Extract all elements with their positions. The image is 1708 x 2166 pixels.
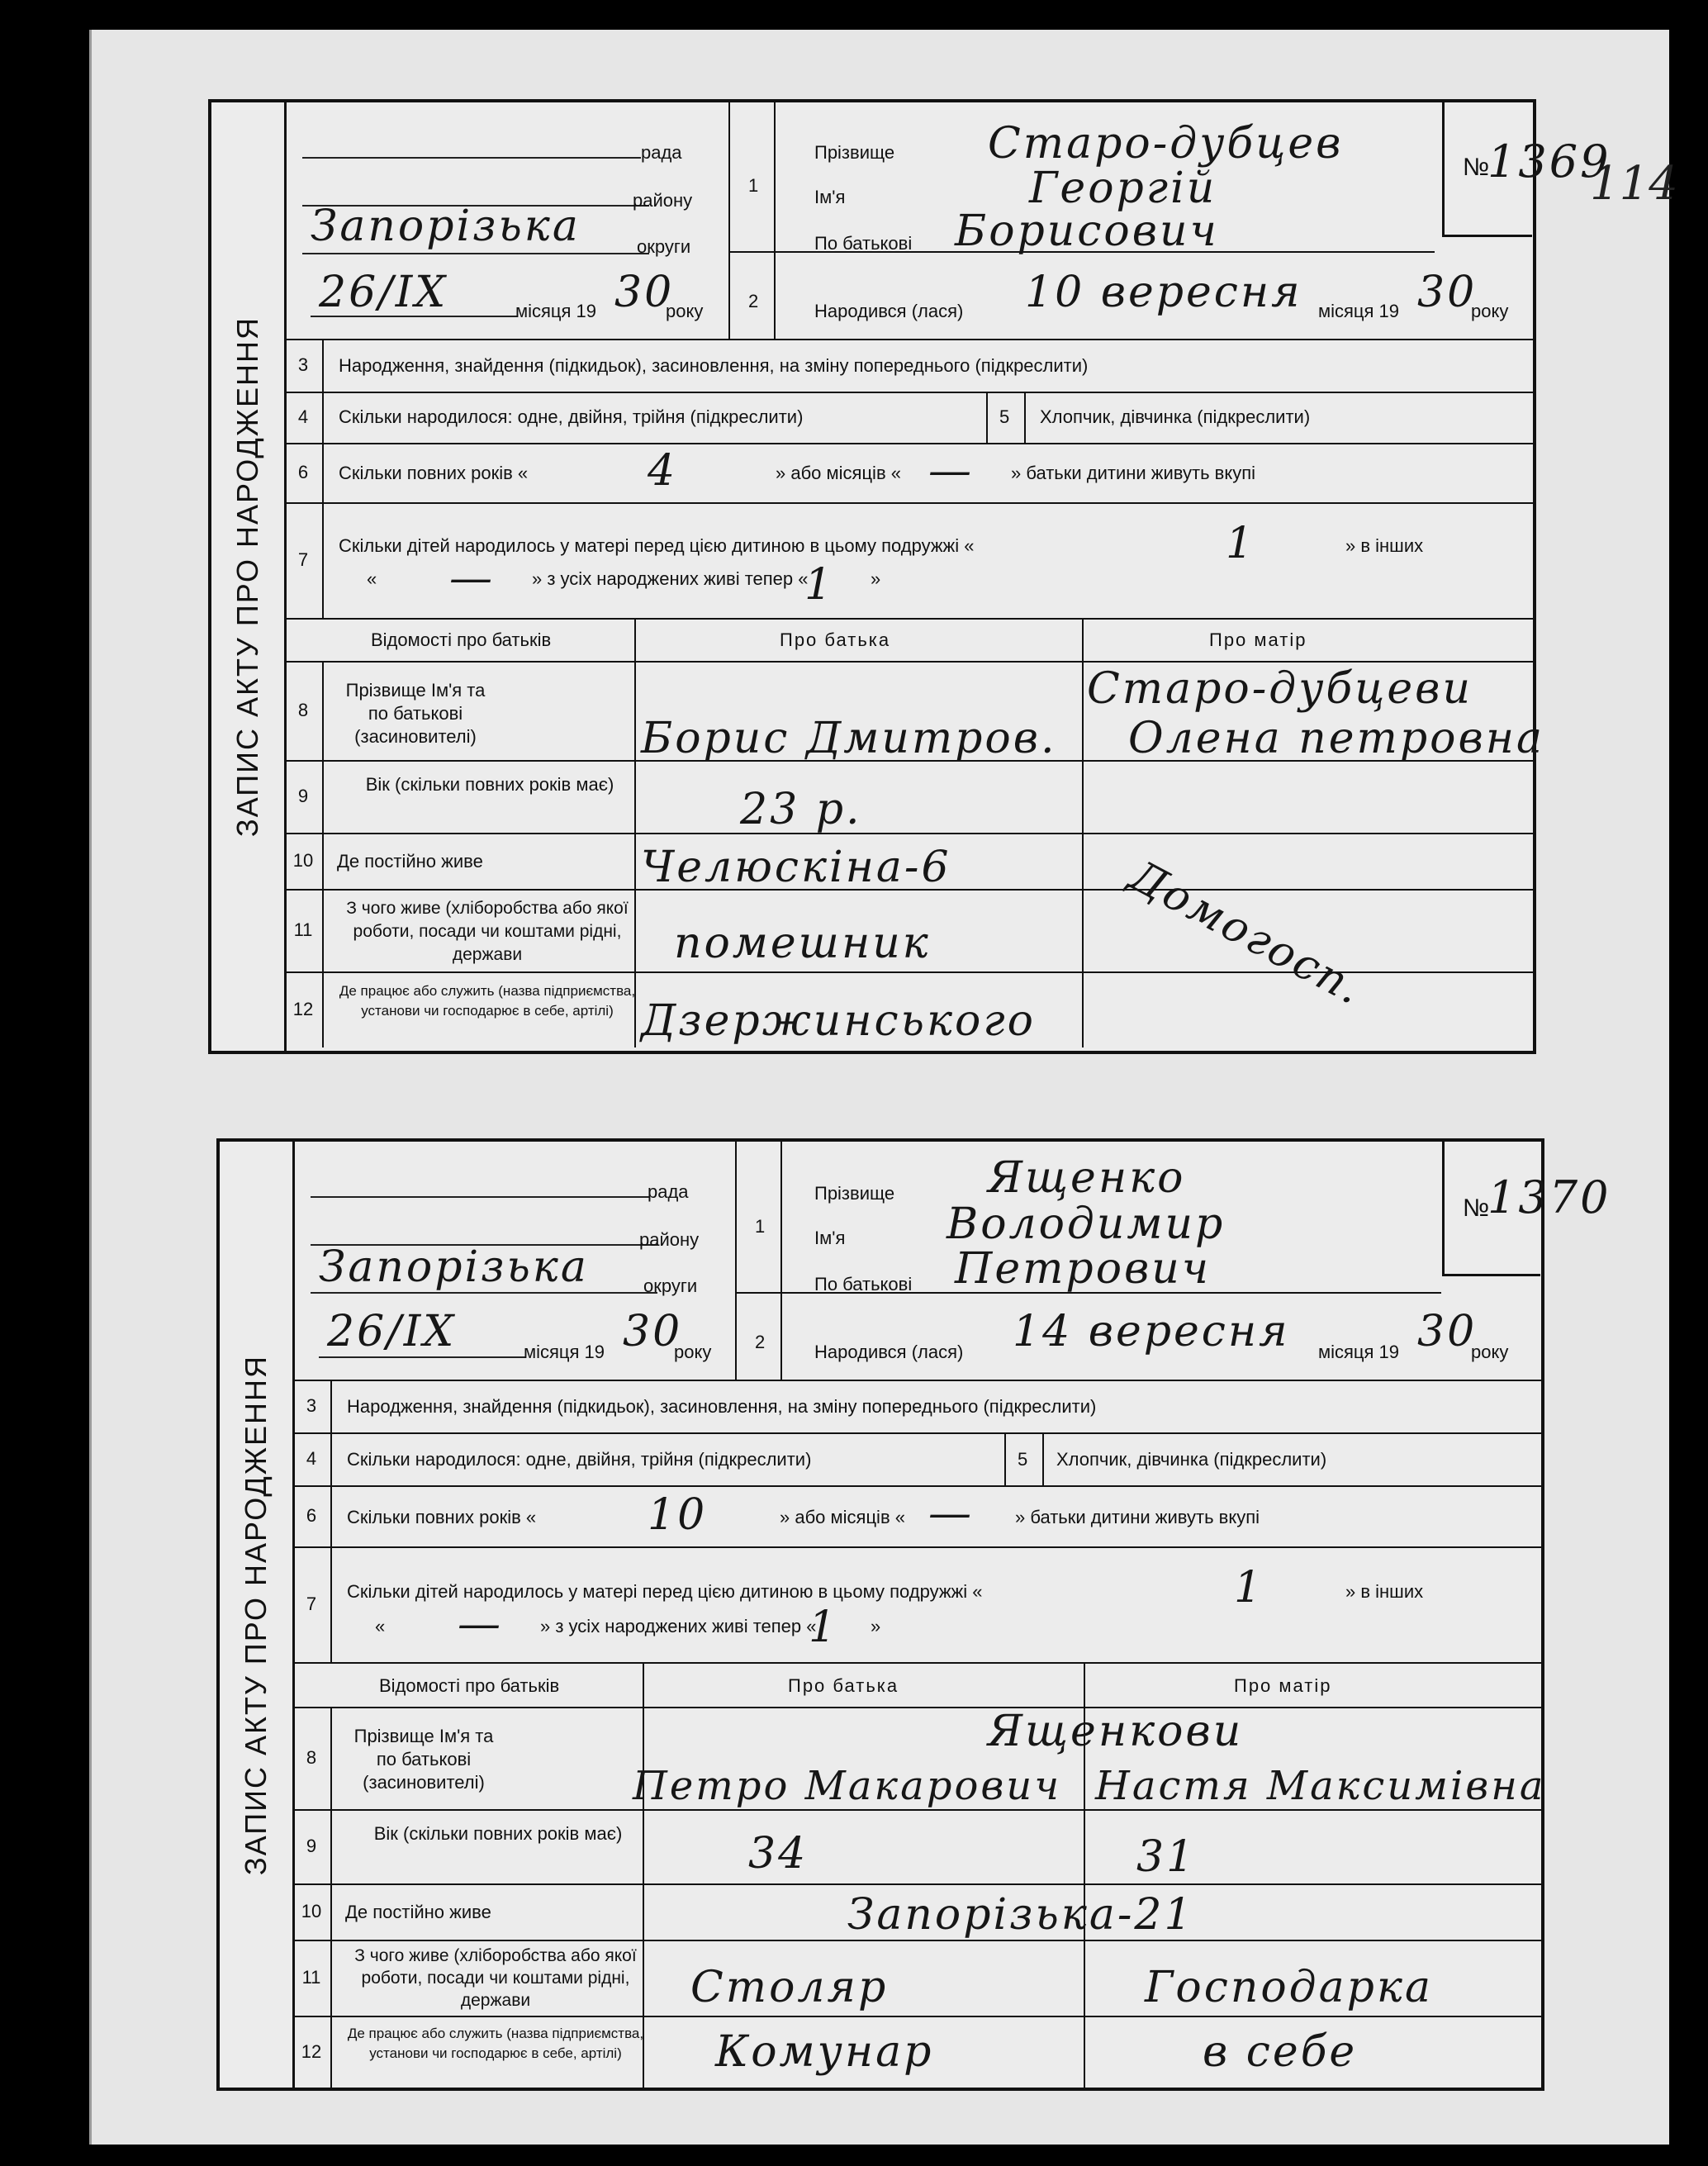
label-name: Ім'я <box>814 187 846 207</box>
record-year: 30 <box>614 268 675 317</box>
label-surname: Прізвище <box>814 1183 895 1204</box>
label-surname: Прізвище <box>814 142 895 163</box>
father-workplace: Дзержинського <box>641 996 1036 1046</box>
row3-text: Народження, знайдення (підкидьок), засиновлення, на зміну попереднього (підкреслити) <box>347 1396 1097 1417</box>
mother-occupation: Домогосп. <box>1121 851 1373 1016</box>
label-rada: рада <box>641 142 682 163</box>
father-name: Борис Дмитров. <box>641 714 1057 763</box>
row-num-10: 10 <box>292 1883 332 1940</box>
label-born-roku: року <box>1471 301 1509 321</box>
row-num-4: 4 <box>292 1432 332 1485</box>
row9-label: Вік (скільки повних років має) <box>365 774 614 795</box>
mother-header: Про матір <box>1234 1675 1332 1696</box>
label-no: № <box>1463 1195 1490 1222</box>
box-num-2: 2 <box>755 1332 766 1352</box>
row-num-5: 5 <box>1018 1449 1028 1470</box>
row-num-11: 11 <box>292 1940 332 2016</box>
row-num-9: 9 <box>292 1809 332 1883</box>
child-name: Георгій <box>1029 164 1217 213</box>
box-num-1: 1 <box>748 175 759 196</box>
label-raion: району <box>633 190 693 211</box>
row-num-7: 7 <box>284 502 324 618</box>
row10-label: Де постійно живе <box>337 851 483 872</box>
father-occupation: Столяр <box>690 1963 889 2012</box>
row7-d: » з усіх народжених живі тепер « <box>540 1616 817 1636</box>
row-num-4: 4 <box>284 392 324 443</box>
label-patronymic: По батькові <box>814 1274 913 1294</box>
row8-label: Прізвище Ім'я та по батькові (засиновителі) <box>345 680 486 747</box>
record-date-day: 26/IX <box>319 268 448 317</box>
row6-c: » батьки дитини живуть вкупі <box>1015 1507 1260 1527</box>
side-title-strip <box>220 1142 295 2088</box>
label-rada: рада <box>648 1181 689 1202</box>
born-day: 14 вересня <box>1013 1307 1290 1356</box>
children-alive: 1 <box>809 1603 839 1652</box>
row7-a: Скільки дітей народилось у матері перед цією дитиною в цьому подружжі « <box>339 535 975 556</box>
label-roku: року <box>666 301 704 321</box>
box-num-1: 1 <box>755 1216 766 1237</box>
label-name: Ім'я <box>814 1228 846 1248</box>
months-together: — <box>928 1489 974 1538</box>
born-year: 30 <box>1417 1307 1478 1356</box>
record-year: 30 <box>623 1307 683 1356</box>
row-num-8: 8 <box>284 661 324 760</box>
row3-text: Народження, знайдення (підкидьок), засиновлення, на зміну попереднього (підкреслити) <box>339 355 1089 376</box>
years-together: 10 <box>648 1490 708 1540</box>
row-num-10: 10 <box>284 833 324 889</box>
parents-header: Відомості про батьків <box>379 1675 560 1696</box>
row4-text: Скільки народилося: одне, двійня, трійня (підкреслити) <box>347 1449 812 1470</box>
label-born: Народився (лася) <box>814 301 964 321</box>
children-other: — <box>458 1599 503 1649</box>
mother-name: Настя Максимівна <box>1095 1763 1546 1809</box>
children-alive: 1 <box>804 560 835 610</box>
page-number: 114 <box>1590 157 1678 211</box>
record-date-day: 26/IX <box>327 1307 457 1356</box>
child-patronymic: Петрович <box>955 1244 1212 1294</box>
okruha-value: Запорізька <box>311 202 581 251</box>
row-num-6: 6 <box>284 443 324 502</box>
label-patronymic: По батькові <box>814 233 913 254</box>
label-okruha: округи <box>643 1275 698 1296</box>
row8-label: Прізвище Ім'я та по батькові (засиновителі) <box>353 1726 494 1793</box>
row5-text: Хлопчик, дівчинка (підкреслити) <box>1056 1449 1327 1470</box>
born-day: 10 вересня <box>1025 268 1302 317</box>
child-surname: Старо-дубцев <box>988 119 1344 169</box>
father-header: Про батька <box>788 1675 899 1696</box>
row-num-12: 12 <box>284 971 324 1047</box>
row-num-9: 9 <box>284 760 324 833</box>
row6-a: Скільки повних років « <box>339 463 529 483</box>
box-num-2: 2 <box>748 291 759 311</box>
children-this-marriage: 1 <box>1226 519 1256 568</box>
row7-c: « <box>367 568 377 589</box>
label-okruha: округи <box>637 236 691 257</box>
row-num-3: 3 <box>292 1380 332 1432</box>
row12-label: Де працює або служить (назва підприємства, установи чи господарює в себе, артілі) <box>347 2026 644 2061</box>
label-no: № <box>1463 154 1490 181</box>
row7-e: » <box>871 1616 881 1636</box>
mother-header: Про матір <box>1209 629 1307 650</box>
child-name: Володимир <box>947 1199 1226 1249</box>
father-occupation: помешник <box>674 919 931 968</box>
row6-b: » або місяців « <box>780 1507 905 1527</box>
record-number: 1369 <box>1487 135 1611 188</box>
father-residence: Челюскіна-6 <box>641 843 951 892</box>
label-roku: року <box>674 1342 712 1362</box>
mother-age: 31 <box>1136 1832 1197 1882</box>
parents-header: Відомості про батьків <box>371 629 552 650</box>
mother-occupation: Господарка <box>1145 1963 1433 2012</box>
row6-c: » батьки дитини живуть вкупі <box>1011 463 1256 483</box>
father-age: 34 <box>748 1829 809 1879</box>
father-workplace: Комунар <box>715 2027 934 2077</box>
label-born-roku: року <box>1471 1342 1509 1362</box>
mother-workplace: в себе <box>1203 2027 1358 2077</box>
row-num-12: 12 <box>292 2016 332 2088</box>
side-title: ЗАПИС АКТУ ПРО НАРОДЖЕННЯ <box>230 316 264 838</box>
row10-label: Де постійно живе <box>345 1902 491 1922</box>
row9-label: Вік (скільки повних років має) <box>373 1823 623 1844</box>
row-num-7: 7 <box>292 1546 332 1662</box>
row-num-3: 3 <box>284 339 324 392</box>
child-surname: Ященко <box>988 1153 1186 1203</box>
record-number: 1370 <box>1487 1171 1611 1223</box>
side-title-strip <box>211 102 287 1051</box>
label-month-19: місяця 19 <box>524 1342 605 1362</box>
parents-surname: Старо-дубцеви <box>1087 664 1473 714</box>
row-num-6: 6 <box>292 1485 332 1546</box>
row7-b: » в інших <box>1345 535 1424 556</box>
row7-a: Скільки дітей народилось у матері перед цією дитиною в цьому подружжі « <box>347 1581 983 1602</box>
side-title: ЗАПИС АКТУ ПРО НАРОДЖЕННЯ <box>239 1354 273 1875</box>
row7-d: » з усіх народжених живі тепер « <box>532 568 809 589</box>
birth-record-card-1 <box>208 99 1611 1054</box>
label-month-19: місяця 19 <box>515 301 597 321</box>
parents-surname: Ященкови <box>988 1707 1244 1756</box>
children-other: — <box>449 553 495 603</box>
label-raion: району <box>639 1229 700 1250</box>
label-born-month: місяця 19 <box>1318 301 1400 321</box>
father-age: 23 р. <box>740 785 862 834</box>
children-this-marriage: 1 <box>1234 1563 1264 1613</box>
row7-e: » <box>871 568 881 589</box>
row7-c: « <box>375 1616 386 1636</box>
row6-b: » або місяців « <box>776 463 901 483</box>
mother-name: Олена петровна <box>1128 714 1544 763</box>
row-num-8: 8 <box>292 1707 332 1809</box>
row11-label: З чого живе (хліборобства або якої роботи, посади чи коштами рідні, держави <box>354 1946 637 2010</box>
born-year: 30 <box>1417 268 1478 317</box>
label-born-month: місяця 19 <box>1318 1342 1400 1362</box>
child-patronymic: Борисович <box>955 207 1219 256</box>
father-name: Петро Макарович <box>633 1763 1062 1809</box>
row12-label: Де працює або служить (назва підприємства, установи чи господарює в себе, артілі) <box>339 983 636 1019</box>
row4-text: Скільки народилося: одне, двійня, трійня (підкреслити) <box>339 406 804 427</box>
okruha-value: Запорізька <box>319 1242 589 1292</box>
row6-a: Скільки повних років « <box>347 1507 537 1527</box>
row5-text: Хлопчик, дівчинка (підкреслити) <box>1040 406 1311 427</box>
residence: Запорізька-21 <box>847 1890 1194 1940</box>
row11-label: З чого живе (хліборобства або якої роботи, посади чи коштами рідні, держави <box>346 899 629 964</box>
row-num-5: 5 <box>999 406 1010 427</box>
row7-b: » в інших <box>1345 1581 1424 1602</box>
label-born: Народився (лася) <box>814 1342 964 1362</box>
years-together: 4 <box>648 446 678 496</box>
months-together: — <box>928 446 974 496</box>
birth-record-card-2 <box>216 1138 1611 2091</box>
father-header: Про батька <box>780 629 891 650</box>
row-num-11: 11 <box>284 889 324 971</box>
